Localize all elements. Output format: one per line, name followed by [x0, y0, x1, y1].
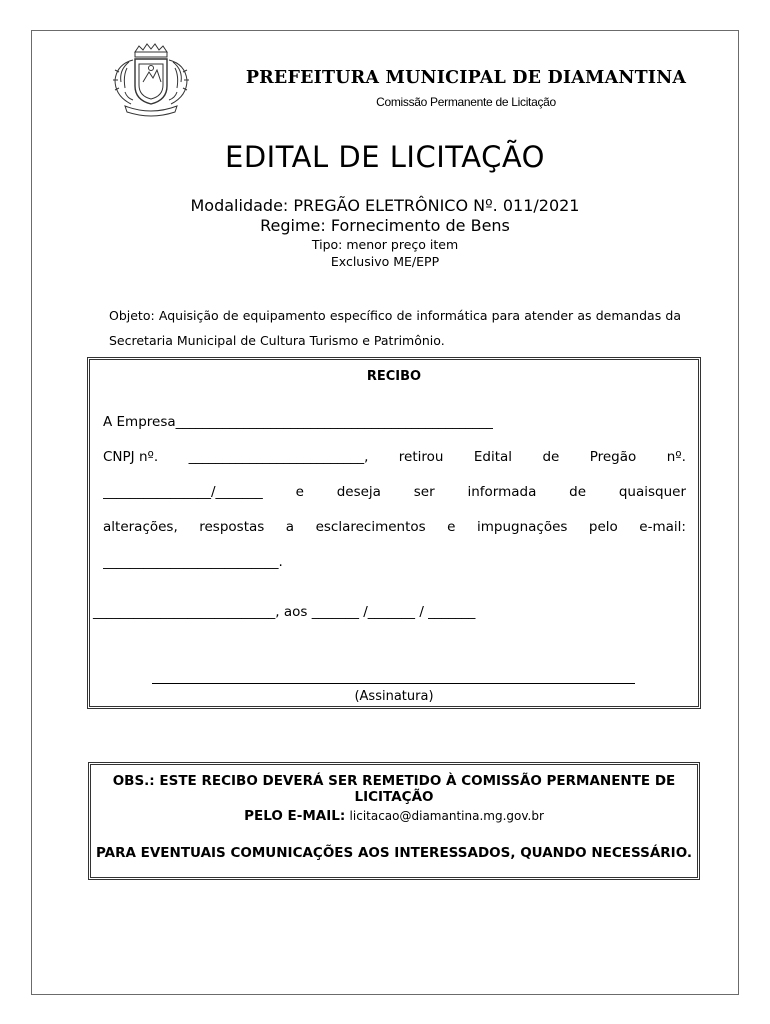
recibo-pregao-line: [103, 484, 686, 500]
regime: Regime: Fornecimento de Bens: [260, 216, 510, 235]
word: informada: [467, 484, 537, 500]
modalidade: Modalidade: PREGÃO ELETRÔNICO Nº. 011/2021: [190, 196, 580, 215]
word: quaisquer: [618, 484, 686, 500]
org-name: PREFEITURA MUNICIPAL DE DIAMANTINA: [245, 68, 687, 88]
document-title: EDITAL DE LICITAÇÃO: [225, 140, 545, 174]
obs-communications: PARA EVENTUAIS COMUNICAÇÕES AOS INTERESSADOS, QUANDO NECESSÁRIO.: [95, 845, 693, 861]
recibo-title: RECIBO: [366, 369, 422, 384]
word: Pregão: [589, 449, 637, 465]
word: a: [285, 519, 295, 535]
word: impugnações: [476, 519, 568, 535]
word: de: [569, 484, 587, 500]
obs-email-line: [88, 808, 700, 824]
word: nº.: [666, 449, 686, 465]
blank: __________________________,: [188, 449, 369, 465]
email-label: PELO E-MAIL:: [244, 808, 346, 824]
tipo: Tipo: menor preço item: [311, 237, 459, 252]
word: de: [542, 449, 560, 465]
recibo-email-line: __________________________.: [103, 554, 283, 570]
word: retirou: [398, 449, 444, 465]
blank: ________________/_______: [103, 484, 263, 500]
word: respostas: [199, 519, 265, 535]
recibo-empresa-line: A Empresa_______________________________________________: [103, 414, 493, 430]
recibo-date-line: ___________________________, aos _______ /_______ / _______: [93, 604, 476, 620]
word: Edital: [473, 449, 513, 465]
recibo-cnpj-line: [103, 449, 686, 465]
word: e: [295, 484, 304, 500]
obs-notice: OBS.: ESTE RECIBO DEVERÁ SER REMETIDO À COMISSÃO PERMANENTE DE LICITAÇÃO: [112, 773, 676, 805]
word: alterações,: [103, 519, 178, 535]
exclusivo: Exclusivo ME/EPP: [330, 254, 440, 269]
word: e: [447, 519, 456, 535]
recibo-alteracoes-line: [103, 519, 686, 535]
word: pelo: [588, 519, 618, 535]
municipal-coat-of-arms-icon: [105, 42, 197, 118]
objeto: Objeto: Aquisição de equipamento específico de informática para atender as demandas da Secretaria Municipal de Cultura Turismo e Patrimônio.: [109, 308, 681, 348]
word: esclarecimentos: [315, 519, 426, 535]
email-address: licitacao@diamantina.mg.gov.br: [349, 809, 544, 823]
word: e-mail:: [639, 519, 686, 535]
word: ser: [413, 484, 435, 500]
signature-line: [152, 683, 635, 684]
word: CNPJ nº.: [103, 449, 159, 465]
word: deseja: [336, 484, 381, 500]
signature-label: (Assinatura): [354, 689, 434, 704]
org-subtitle: Comissão Permanente de Licitação: [376, 95, 556, 109]
